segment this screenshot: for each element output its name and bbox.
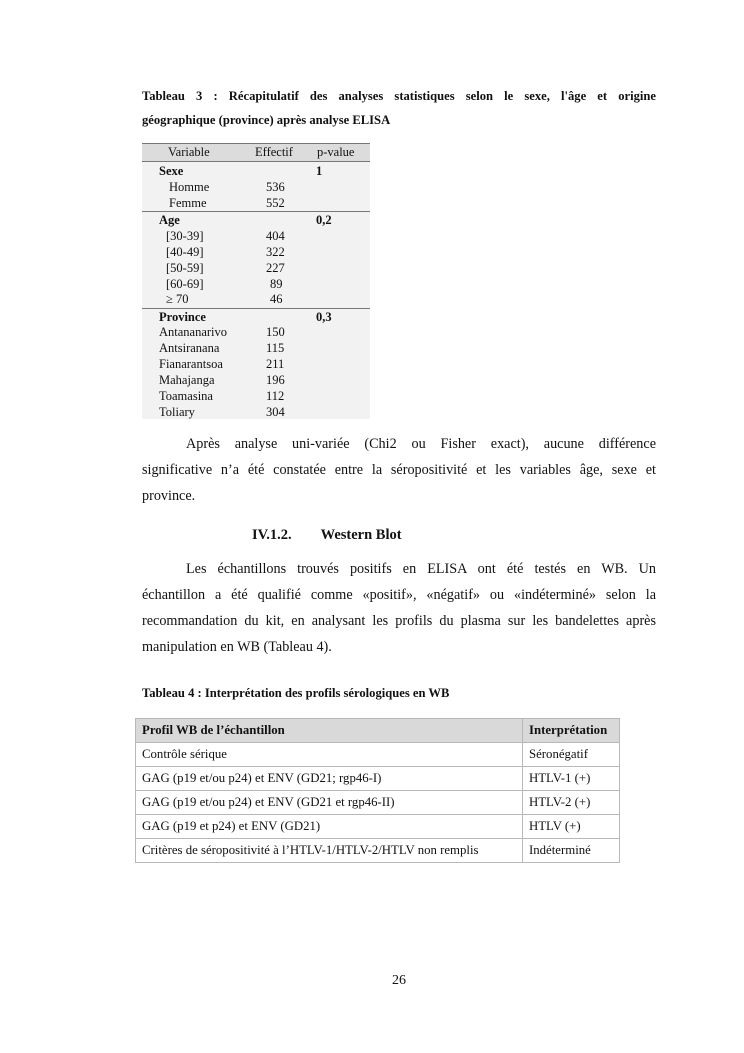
paragraph-line: Les échantillons trouvés positifs en ELISA ont été testés en WB. Un: [186, 561, 656, 577]
table4-cell-profil: GAG (p19 et/ou p24) et ENV (GD21; rgp46-I): [136, 767, 523, 791]
table3-row: [142, 389, 370, 405]
table3: [142, 143, 370, 419]
paragraph-line: recommandation du kit, en analysant les profils du plasma sur les bandelettes après: [142, 613, 656, 629]
paragraph-line: échantillon a été qualifié comme «positif», «négatif» ou «indéterminé» selon la: [142, 587, 656, 603]
table4-header-profil: Profil WB de l’échantillon: [136, 719, 523, 743]
table3-row: [142, 292, 370, 308]
paragraph-line: significative n’a été constatée entre la séropositivité et les variables âge, sexe et: [142, 462, 656, 478]
paragraph-line: province.: [142, 488, 196, 504]
row-label: Femme: [169, 196, 207, 210]
row-value: 89: [270, 277, 283, 291]
table3-header-variable: Variable: [168, 145, 210, 159]
row-value: 536: [266, 180, 285, 194]
table3-row: [142, 180, 370, 196]
table3-row: [142, 357, 370, 373]
row-label: ≥ 70: [166, 292, 189, 306]
table-row: [136, 791, 620, 815]
table3-header: [142, 143, 370, 162]
section-title: Western Blot: [320, 527, 402, 543]
table3-row-age: [142, 213, 370, 229]
row-value: 304: [266, 405, 285, 419]
paragraph-analysis: [142, 431, 656, 509]
table4-cell-profil: GAG (p19 et/ou p24) et ENV (GD21 et rgp46-II): [136, 791, 523, 815]
table3-row-sexe: [142, 164, 370, 180]
section-label: Sexe: [159, 164, 184, 178]
table4-cell-profil: GAG (p19 et p24) et ENV (GD21): [136, 815, 523, 839]
row-label: Antsiranana: [159, 341, 220, 355]
page-number: 26: [392, 973, 406, 988]
section-label: Age: [159, 213, 180, 227]
row-label: Antananarivo: [159, 325, 228, 339]
table4: [135, 718, 620, 863]
table-row: [136, 767, 620, 791]
table3-caption-line2: géographique (province) après analyse ELISA: [142, 113, 391, 127]
row-label: Toliary: [159, 405, 195, 419]
row-value: 211: [266, 357, 285, 371]
table3-row: [142, 277, 370, 293]
section-pvalue: 0,3: [316, 310, 332, 324]
paragraph-western-blot: [142, 556, 656, 660]
paragraph-line: manipulation en WB (Tableau 4).: [142, 639, 332, 655]
table4-cell-profil: Contrôle sérique: [136, 743, 523, 767]
table3-row: [142, 373, 370, 389]
table3-row: [142, 229, 370, 245]
table4-caption: Tableau 4 : Interprétation des profils sérologiques en WB: [142, 686, 450, 700]
table3-caption-line1: Tableau 3 : Récapitulatif des analyses statistiques selon le sexe, l'âge et origine: [142, 89, 656, 103]
row-label: Mahajanga: [159, 373, 215, 387]
paragraph-line: Après analyse uni-variée (Chi2 ou Fisher exact), aucune différence: [186, 436, 656, 452]
row-label: Fianarantsoa: [159, 357, 223, 371]
table4-header-interpretation: Interprétation: [523, 719, 620, 743]
row-value: 150: [266, 325, 285, 339]
section-label: Province: [159, 310, 206, 324]
table3-header-pvalue: p-value: [317, 145, 355, 159]
row-label: [30-39]: [166, 229, 204, 243]
table3-row: [142, 405, 370, 421]
row-label: Toamasina: [159, 389, 213, 403]
row-value: 112: [266, 389, 285, 403]
row-label: [50-59]: [166, 261, 204, 275]
section-pvalue: 0,2: [316, 213, 332, 227]
row-label: [40-49]: [166, 245, 204, 259]
table-row: [136, 815, 620, 839]
table3-row: [142, 196, 370, 212]
row-value: 196: [266, 373, 285, 387]
table3-row: [142, 261, 370, 277]
row-value: 552: [266, 196, 285, 210]
section-heading: [252, 527, 402, 544]
table3-row-province: [142, 310, 370, 326]
table4-cell-interpretation: HTLV-1 (+): [523, 767, 620, 791]
table4-cell-interpretation: HTLV (+): [523, 815, 620, 839]
table3-row: [142, 341, 370, 357]
row-label: Homme: [169, 180, 210, 194]
row-value: 46: [270, 292, 283, 306]
table3-row: [142, 245, 370, 261]
table3-header-effectif: Effectif: [255, 145, 293, 159]
section-pvalue: 1: [316, 164, 323, 178]
row-value: 322: [266, 245, 285, 259]
table4-cell-profil: Critères de séropositivité à l’HTLV-1/HTLV-2/HTLV non remplis: [136, 839, 523, 863]
table-row: [136, 743, 620, 767]
row-value: 115: [266, 341, 285, 355]
table3-row: [142, 325, 370, 341]
table4-cell-interpretation: HTLV-2 (+): [523, 791, 620, 815]
table4-header-row: [136, 719, 620, 743]
section-number: IV.1.2.: [252, 527, 292, 543]
table4-cell-interpretation: Indéterminé: [523, 839, 620, 863]
row-value: 227: [266, 261, 285, 275]
row-label: [60-69]: [166, 277, 204, 291]
table-row: [136, 839, 620, 863]
row-value: 404: [266, 229, 285, 243]
table4-cell-interpretation: Séronégatif: [523, 743, 620, 767]
